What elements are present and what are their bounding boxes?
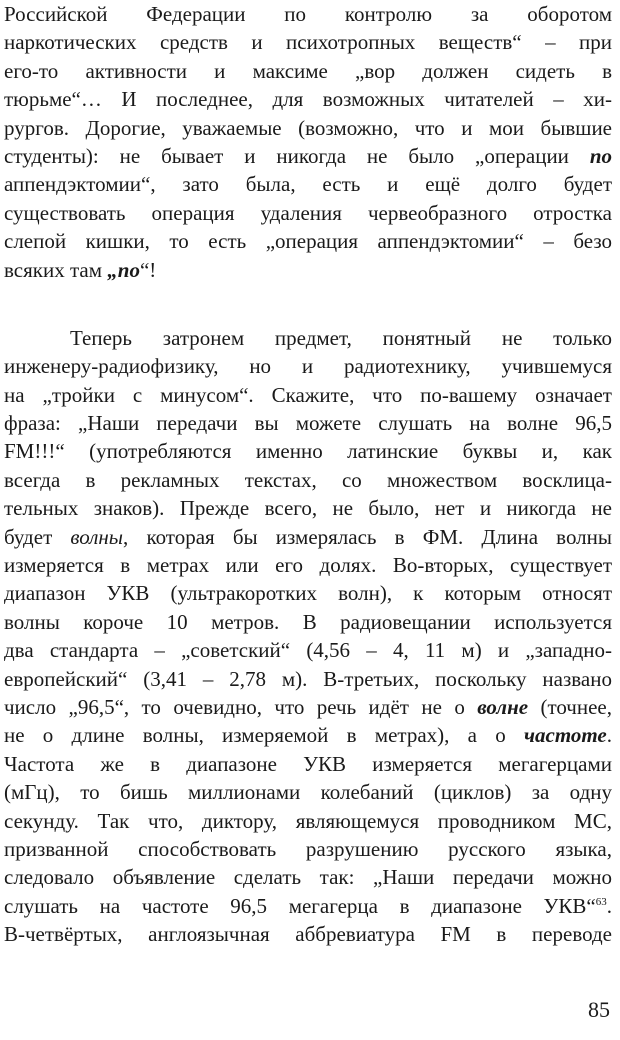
text-line: инженеру-радиофизику, но и радиотехнику, учившемуся <box>4 354 612 379</box>
text-line: рургов. Дорогие, уважаемые (возможно, что и мои бывшие <box>4 115 612 140</box>
text-line: всегда в рекламных текстах, со множеством восклица- <box>4 467 612 492</box>
text-fragment: (точнее, <box>528 694 612 719</box>
text-line <box>4 892 612 920</box>
text-fragment: слушать на частоте 96,5 мегагерца в диапазоне УКВ“ <box>4 893 596 918</box>
text-line: волны короче 10 метров. В радиовещании используется <box>4 609 612 634</box>
text-line: его-то активности и максиме „вор должен сидеть в <box>4 58 612 83</box>
book-page <box>4 0 612 949</box>
text-line: на „тройки с минусом“. Скажите, что по-вашему означает <box>4 382 612 407</box>
emphasis-text: волне <box>477 694 529 719</box>
text-line: следовало объявление сделать так: „Наши передачи можно <box>4 865 612 890</box>
emphasis-text: „по <box>107 257 140 282</box>
text-fragment: число „96,5“, то очевидно, что речь идёт не о <box>4 694 478 719</box>
text-fragment: “! <box>139 257 157 282</box>
text-line: диапазон УКВ (ультракоротких волн), к которым относят <box>4 581 612 606</box>
text-fragment: всяких там <box>4 257 108 282</box>
text-fragment: студенты): не бывает и никогда не было „операции <box>4 143 590 168</box>
text-line: (мГц), то бишь миллионами колебаний (циклов) за одну <box>4 780 612 805</box>
text-line: существовать операция удаления червеобразного отростка <box>4 200 612 225</box>
emphasis-text: по <box>589 143 612 168</box>
paragraph-2 <box>4 324 612 949</box>
text-line <box>4 721 612 749</box>
text-fragment: . <box>606 893 612 918</box>
text-line: Российской Федерации по контролю за оборотом <box>4 2 612 26</box>
text-line: Теперь затронем предмет, понятный не только <box>70 325 612 350</box>
text-line: слепой кишки, то есть „операция аппендэктомии“ – безо <box>4 229 612 254</box>
text-line: В-четвёртых, англоязычная аббревиатура FM в переводе <box>4 922 612 947</box>
emphasis-text: частоте <box>523 723 607 748</box>
text-fragment: не о длине волны, измеряемой в метрах), а о <box>4 723 524 748</box>
text-line: тельных знаков). Прежде всего, не было, нет и никогда не <box>4 496 612 521</box>
text-line: аппендэктомии“, зато была, есть и ещё долго будет <box>4 172 612 197</box>
text-line: два стандарта – „советский“ (4,56 – 4, 11 м) и „западно- <box>4 638 612 663</box>
page-number: 85 <box>588 997 610 1022</box>
text-fragment: . <box>606 723 612 748</box>
text-line: измеряется в метрах или его долях. Во-вторых, существует <box>4 553 612 578</box>
text-line <box>4 523 612 551</box>
text-line: наркотических средств и психотропных веществ“ – при <box>4 30 612 55</box>
text-line: Частота же в диапазоне УКВ измеряется мегагерцами <box>4 751 612 776</box>
text-line: призванной способствовать разрушению русского языка, <box>4 836 612 861</box>
footnote-marker: 63 <box>595 895 607 908</box>
text-line: секунду. Так что, диктору, являющемуся проводником МС, <box>4 808 612 833</box>
text-line: тюрьме“… И последнее, для возможных читателей – хи- <box>4 87 612 112</box>
text-fragment: будет <box>4 524 71 549</box>
text-line: фраза: „Наши передачи вы можете слушать на волне 96,5 <box>4 411 612 436</box>
text-line: FM!!!“ (употребляются именно латинские буквы и, как <box>4 439 612 464</box>
italic-text: волны <box>70 524 124 549</box>
text-line <box>4 256 612 284</box>
text-fragment: , которая бы измерялась в ФМ. Длина волны <box>123 524 612 549</box>
text-line <box>4 142 612 170</box>
text-line: европейский“ (3,41 – 2,78 м). В-третьих, поскольку названо <box>4 666 612 691</box>
text-line <box>4 693 612 721</box>
paragraph-1 <box>4 0 612 284</box>
paragraph-gap <box>4 284 612 324</box>
